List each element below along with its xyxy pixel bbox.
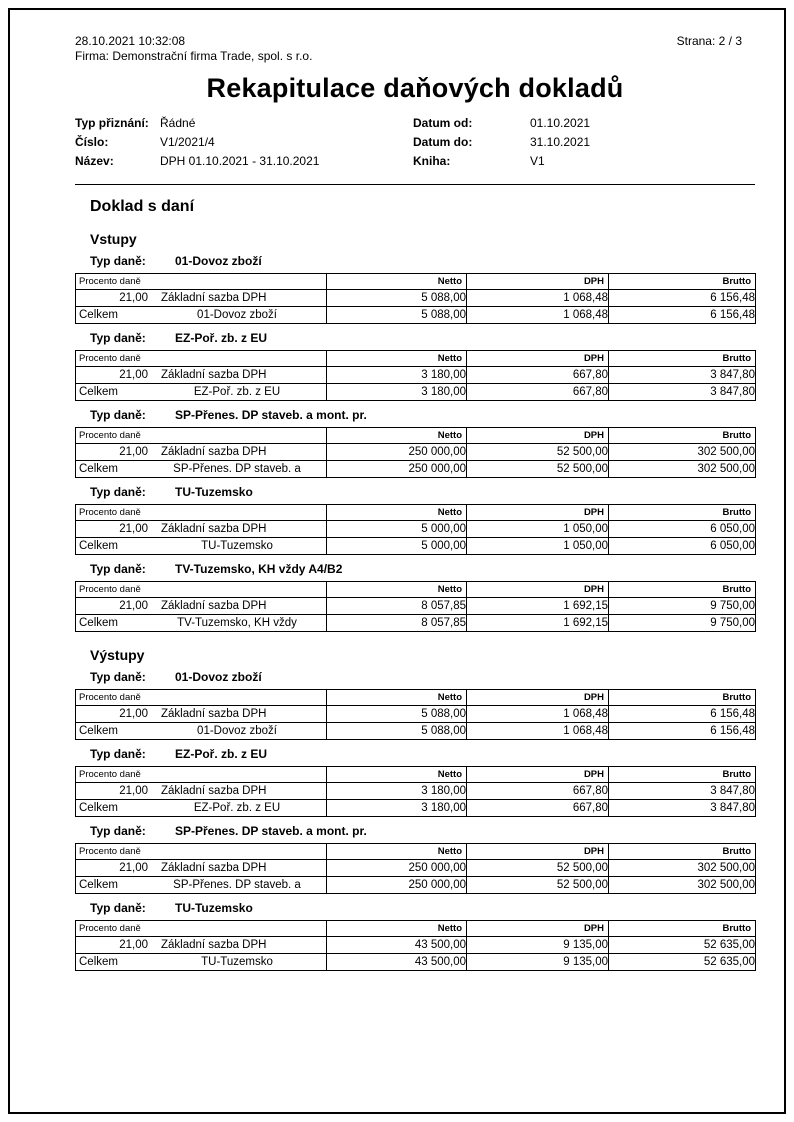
tax-table (75, 504, 756, 555)
tax-rate-row (76, 937, 756, 954)
tax-percent: 21,00 (119, 446, 148, 458)
meta-value: 31.10.2021 (530, 135, 591, 149)
tax-type-name: TU-Tuzemsko (175, 901, 253, 915)
total-label: Celkem (79, 956, 118, 968)
netto-value: 5 088,00 (327, 290, 467, 307)
tax-table (75, 843, 756, 894)
column-header-netto: Netto (327, 767, 467, 783)
total-cell (76, 540, 326, 552)
column-header-netto: Netto (327, 690, 467, 706)
total-cell (76, 725, 326, 737)
total-label: Celkem (79, 309, 118, 321)
column-header-dph: DPH (467, 351, 609, 367)
netto-value: 5 000,00 (327, 521, 467, 538)
total-dph-value: 52 500,00 (467, 877, 609, 894)
total-netto-value: 3 180,00 (327, 800, 467, 817)
tax-rate-row (76, 706, 756, 723)
total-dph-value: 52 500,00 (467, 461, 609, 478)
dph-value: 1 068,48 (467, 290, 609, 307)
column-header-percent: Procento daně (76, 428, 327, 444)
rate-cell (76, 708, 326, 720)
table-header-row (76, 274, 756, 290)
column-header-dph: DPH (467, 767, 609, 783)
page-number: Strana: 2 / 3 (676, 34, 742, 48)
column-header-percent: Procento daně (76, 351, 327, 367)
group-title: Výstupy (90, 647, 145, 663)
brutto-value: 6 156,48 (609, 706, 756, 723)
brutto-value: 302 500,00 (609, 860, 756, 877)
tax-type-name: TU-Tuzemsko (175, 485, 253, 499)
total-row (76, 877, 756, 894)
column-header-brutto: Brutto (609, 505, 756, 521)
tax-rate-row (76, 783, 756, 800)
tax-block (75, 747, 755, 817)
total-cell (76, 956, 326, 968)
column-header-percent: Procento daně (76, 921, 327, 937)
tax-rate-name: Základní sazba DPH (161, 369, 267, 381)
total-brutto-value: 6 050,00 (609, 538, 756, 555)
rate-cell (76, 446, 326, 458)
table-header-row (76, 921, 756, 937)
column-header-dph: DPH (467, 844, 609, 860)
dph-value: 9 135,00 (467, 937, 609, 954)
tax-type-label: Typ daně: (90, 747, 146, 761)
tax-table (75, 273, 756, 324)
tax-type-name: 01-Dovoz zboží (175, 254, 262, 268)
total-netto-value: 250 000,00 (327, 461, 467, 478)
tax-percent: 21,00 (119, 523, 148, 535)
total-netto-value: 8 057,85 (327, 615, 467, 632)
column-header-netto: Netto (327, 351, 467, 367)
column-header-brutto: Brutto (609, 767, 756, 783)
total-dph-value: 667,80 (467, 800, 609, 817)
total-tax-name: SP-Přenes. DP staveb. a (173, 879, 301, 891)
tax-rate-row (76, 598, 756, 615)
rate-cell (76, 292, 326, 304)
total-tax-name: TU-Tuzemsko (201, 540, 273, 552)
brutto-value: 6 050,00 (609, 521, 756, 538)
tax-percent: 21,00 (119, 708, 148, 720)
blocks-container (75, 254, 755, 632)
total-tax-name: SP-Přenes. DP staveb. a (173, 463, 301, 475)
tax-rate-name: Základní sazba DPH (161, 708, 267, 720)
tax-rate-name: Základní sazba DPH (161, 523, 267, 535)
meta-value: Řádné (160, 116, 196, 130)
brutto-value: 3 847,80 (609, 783, 756, 800)
tax-block-heading (90, 670, 755, 685)
tax-rate-row (76, 290, 756, 307)
tax-block-heading (90, 408, 755, 423)
total-label: Celkem (79, 386, 118, 398)
tax-type-name: SP-Přenes. DP staveb. a mont. pr. (175, 408, 367, 422)
tax-block (75, 670, 755, 740)
group-section (75, 647, 755, 971)
meta-value: V1 (530, 154, 545, 168)
total-row (76, 384, 756, 401)
tax-type-label: Typ daně: (90, 824, 146, 838)
column-header-brutto: Brutto (609, 844, 756, 860)
tax-rate-name: Základní sazba DPH (161, 292, 267, 304)
column-header-percent: Procento daně (76, 274, 327, 290)
rate-cell (76, 369, 326, 381)
tax-type-name: EZ-Poř. zb. z EU (175, 747, 268, 761)
tax-type-name: 01-Dovoz zboží (175, 670, 262, 684)
total-row (76, 954, 756, 971)
total-netto-value: 5 088,00 (327, 723, 467, 740)
column-header-brutto: Brutto (609, 582, 756, 598)
meta-label: Typ přiznání: (75, 116, 149, 130)
tax-percent: 21,00 (119, 292, 148, 304)
tax-block-heading (90, 331, 755, 346)
total-tax-name: EZ-Poř. zb. z EU (193, 802, 281, 814)
total-tax-name: TV-Tuzemsko, KH vždy (177, 617, 297, 629)
rate-cell (76, 523, 326, 535)
table-header-row (76, 844, 756, 860)
total-brutto-value: 302 500,00 (609, 461, 756, 478)
document-header (75, 34, 755, 64)
rate-cell (76, 939, 326, 951)
tax-type-label: Typ daně: (90, 485, 146, 499)
tax-block-heading (90, 485, 755, 500)
netto-value: 43 500,00 (327, 937, 467, 954)
dph-value: 667,80 (467, 783, 609, 800)
tax-block (75, 254, 755, 324)
column-header-percent: Procento daně (76, 582, 327, 598)
column-header-netto: Netto (327, 844, 467, 860)
total-row (76, 307, 756, 324)
tax-block-heading (90, 747, 755, 762)
total-label: Celkem (79, 879, 118, 891)
column-header-percent: Procento daně (76, 505, 327, 521)
tax-table (75, 581, 756, 632)
meta-label: Název: (75, 154, 114, 168)
column-header-dph: DPH (467, 505, 609, 521)
total-brutto-value: 302 500,00 (609, 877, 756, 894)
total-brutto-value: 52 635,00 (609, 954, 756, 971)
total-label: Celkem (79, 463, 118, 475)
netto-value: 3 180,00 (327, 783, 467, 800)
total-netto-value: 5 088,00 (327, 307, 467, 324)
tax-block (75, 485, 755, 555)
table-header-row (76, 505, 756, 521)
tax-rate-row (76, 521, 756, 538)
group-section (75, 231, 755, 632)
dph-value: 1 068,48 (467, 706, 609, 723)
total-dph-value: 1 068,48 (467, 723, 609, 740)
tax-rate-name: Základní sazba DPH (161, 446, 267, 458)
total-row (76, 615, 756, 632)
total-dph-value: 1 068,48 (467, 307, 609, 324)
column-header-netto: Netto (327, 274, 467, 290)
tax-percent: 21,00 (119, 862, 148, 874)
tax-type-label: Typ daně: (90, 408, 146, 422)
total-brutto-value: 6 156,48 (609, 307, 756, 324)
table-header-row (76, 582, 756, 598)
column-header-netto: Netto (327, 582, 467, 598)
total-cell (76, 386, 326, 398)
brutto-value: 302 500,00 (609, 444, 756, 461)
tax-block-heading (90, 901, 755, 916)
table-header-row (76, 690, 756, 706)
tax-rate-row (76, 860, 756, 877)
meta-section (75, 114, 755, 171)
table-header-row (76, 351, 756, 367)
total-cell (76, 309, 326, 321)
total-cell (76, 879, 326, 891)
column-header-percent: Procento daně (76, 767, 327, 783)
tax-type-name: TV-Tuzemsko, KH vždy A4/B2 (175, 562, 343, 576)
tax-type-label: Typ daně: (90, 562, 146, 576)
meta-value: DPH 01.10.2021 - 31.10.2021 (160, 154, 320, 168)
meta-value: V1/2021/4 (160, 135, 215, 149)
column-header-dph: DPH (467, 582, 609, 598)
total-netto-value: 250 000,00 (327, 877, 467, 894)
column-header-dph: DPH (467, 690, 609, 706)
tax-type-label: Typ daně: (90, 901, 146, 915)
column-header-brutto: Brutto (609, 351, 756, 367)
total-row (76, 800, 756, 817)
total-row (76, 538, 756, 555)
total-netto-value: 3 180,00 (327, 384, 467, 401)
tax-rate-row (76, 444, 756, 461)
tax-rate-name: Základní sazba DPH (161, 600, 267, 612)
column-header-dph: DPH (467, 274, 609, 290)
netto-value: 3 180,00 (327, 367, 467, 384)
tax-block (75, 824, 755, 894)
total-cell (76, 802, 326, 814)
total-cell (76, 463, 326, 475)
column-header-percent: Procento daně (76, 844, 327, 860)
total-tax-name: 01-Dovoz zboží (197, 725, 277, 737)
total-dph-value: 667,80 (467, 384, 609, 401)
dph-value: 1 050,00 (467, 521, 609, 538)
total-row (76, 723, 756, 740)
rate-cell (76, 785, 326, 797)
total-brutto-value: 3 847,80 (609, 800, 756, 817)
tax-type-name: EZ-Poř. zb. z EU (175, 331, 268, 345)
tax-percent: 21,00 (119, 939, 148, 951)
tax-block (75, 901, 755, 971)
tax-percent: 21,00 (119, 785, 148, 797)
total-label: Celkem (79, 802, 118, 814)
netto-value: 250 000,00 (327, 444, 467, 461)
total-tax-name: EZ-Poř. zb. z EU (193, 386, 281, 398)
tax-rate-row (76, 367, 756, 384)
total-cell (76, 617, 326, 629)
meta-label: Datum od: (413, 116, 473, 130)
brutto-value: 6 156,48 (609, 290, 756, 307)
tax-block-heading (90, 562, 755, 577)
dph-value: 667,80 (467, 367, 609, 384)
tax-type-name: SP-Přenes. DP staveb. a mont. pr. (175, 824, 367, 838)
tax-rate-name: Základní sazba DPH (161, 939, 267, 951)
tax-block (75, 408, 755, 478)
tax-table (75, 427, 756, 478)
tax-type-label: Typ daně: (90, 331, 146, 345)
total-brutto-value: 9 750,00 (609, 615, 756, 632)
blocks-container (75, 670, 755, 971)
tax-block-heading (90, 254, 755, 269)
tax-table (75, 920, 756, 971)
company-line: Firma: Demonstrační firma Trade, spol. s r.o. (75, 49, 313, 63)
rate-cell (76, 862, 326, 874)
group-title: Vstupy (90, 231, 137, 247)
tax-block-heading (90, 824, 755, 839)
column-header-brutto: Brutto (609, 921, 756, 937)
groups-container (75, 231, 755, 971)
report-title: Rekapitulace daňových dokladů (206, 73, 624, 103)
tax-percent: 21,00 (119, 369, 148, 381)
rate-cell (76, 600, 326, 612)
meta-label: Kniha: (413, 154, 451, 168)
column-header-netto: Netto (327, 921, 467, 937)
total-brutto-value: 3 847,80 (609, 384, 756, 401)
tax-rate-name: Základní sazba DPH (161, 862, 267, 874)
column-header-brutto: Brutto (609, 274, 756, 290)
table-header-row (76, 767, 756, 783)
column-header-percent: Procento daně (76, 690, 327, 706)
meta-row (75, 133, 755, 152)
tax-table (75, 766, 756, 817)
column-header-brutto: Brutto (609, 690, 756, 706)
tax-table (75, 689, 756, 740)
meta-label: Datum do: (413, 135, 473, 149)
total-label: Celkem (79, 617, 118, 629)
tax-block (75, 562, 755, 632)
total-tax-name: 01-Dovoz zboží (197, 309, 277, 321)
horizontal-rule (75, 184, 755, 185)
page-content (75, 34, 755, 971)
total-dph-value: 1 050,00 (467, 538, 609, 555)
netto-value: 250 000,00 (327, 860, 467, 877)
tax-rate-name: Základní sazba DPH (161, 785, 267, 797)
brutto-value: 3 847,80 (609, 367, 756, 384)
total-dph-value: 9 135,00 (467, 954, 609, 971)
dph-value: 52 500,00 (467, 860, 609, 877)
tax-type-label: Typ daně: (90, 670, 146, 684)
meta-label: Číslo: (75, 135, 109, 149)
brutto-value: 52 635,00 (609, 937, 756, 954)
column-header-netto: Netto (327, 505, 467, 521)
column-header-dph: DPH (467, 428, 609, 444)
total-label: Celkem (79, 725, 118, 737)
total-netto-value: 43 500,00 (327, 954, 467, 971)
tax-block (75, 331, 755, 401)
total-brutto-value: 6 156,48 (609, 723, 756, 740)
column-header-dph: DPH (467, 921, 609, 937)
netto-value: 5 088,00 (327, 706, 467, 723)
total-label: Celkem (79, 540, 118, 552)
netto-value: 8 057,85 (327, 598, 467, 615)
dph-value: 52 500,00 (467, 444, 609, 461)
meta-row (75, 152, 755, 171)
dph-value: 1 692,15 (467, 598, 609, 615)
total-row (76, 461, 756, 478)
print-datetime: 28.10.2021 10:32:08 (75, 34, 186, 48)
total-netto-value: 5 000,00 (327, 538, 467, 555)
total-tax-name: TU-Tuzemsko (201, 956, 273, 968)
tax-table (75, 350, 756, 401)
tax-type-label: Typ daně: (90, 254, 146, 268)
brutto-value: 9 750,00 (609, 598, 756, 615)
table-header-row (76, 428, 756, 444)
meta-row (75, 114, 755, 133)
column-header-brutto: Brutto (609, 428, 756, 444)
tax-percent: 21,00 (119, 600, 148, 612)
section-title: Doklad s daní (90, 198, 195, 215)
total-dph-value: 1 692,15 (467, 615, 609, 632)
column-header-netto: Netto (327, 428, 467, 444)
meta-value: 01.10.2021 (530, 116, 591, 130)
